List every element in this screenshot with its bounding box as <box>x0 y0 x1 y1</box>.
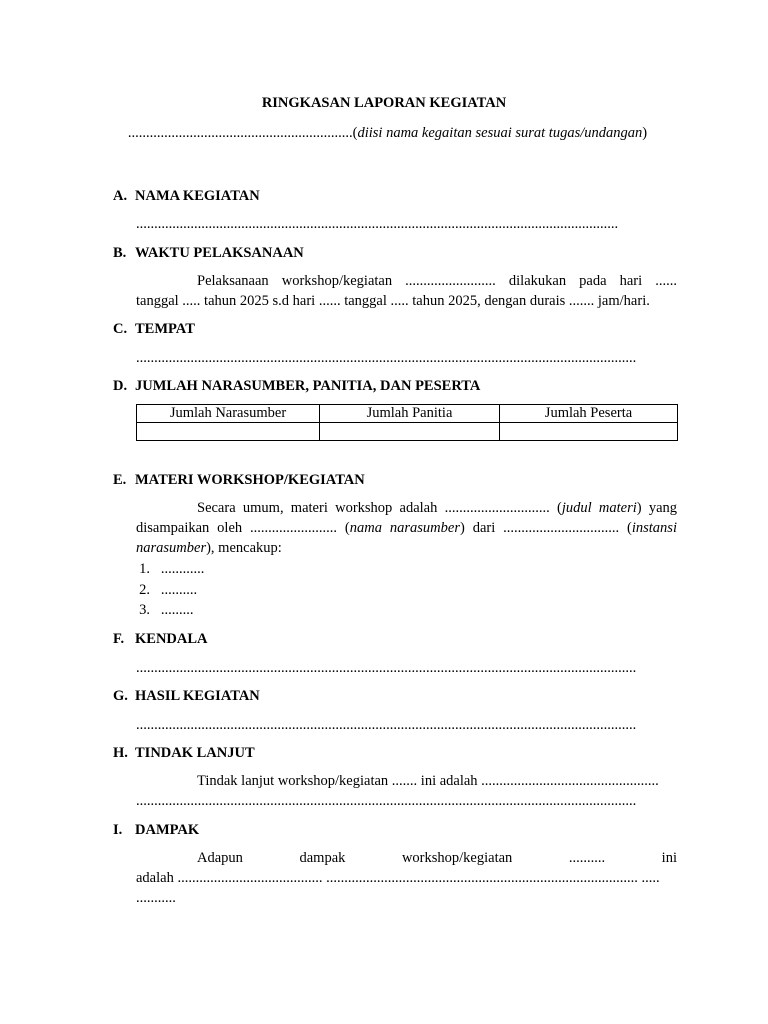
list-item <box>136 580 204 601</box>
section-i-line-3: ........... <box>136 890 176 906</box>
section-a-heading <box>113 186 260 206</box>
table-row <box>137 423 678 441</box>
cell-narasumber[interactable] <box>137 423 320 441</box>
section-e-paragraph <box>136 498 677 558</box>
section-b-line-2: tanggal ..... tahun 2025 s.d hari ...... tanggal ..... tahun 2025, dengan durais ....... jam/hari. <box>136 293 650 309</box>
section-b-paragraph <box>136 271 677 311</box>
list-item-text: ............ <box>160 561 205 577</box>
table-header-row <box>137 405 678 423</box>
section-h-paragraph <box>136 771 677 811</box>
section-i-word: Adapun <box>197 850 243 866</box>
section-i-letter: I. <box>113 822 123 838</box>
section-i-word: ini <box>661 850 677 866</box>
section-g-title: HASIL KEGIATAN <box>135 688 260 704</box>
subtitle-italic: diisi nama kegaitan sesuai surat tugas/undangan <box>357 125 643 141</box>
section-i-paragraph <box>136 848 677 908</box>
list-item-number: 3. <box>139 602 150 618</box>
section-h-title: TINDAK LANJUT <box>135 745 255 761</box>
section-a-fill-line: ..................................................................................................................................... <box>136 216 619 232</box>
section-i-line-2: adalah ........................................ ...................................................................................... ..... <box>136 870 660 886</box>
cell-panitia[interactable] <box>320 423 500 441</box>
section-d-title: JUMLAH NARASUMBER, PANITIA, DAN PESERTA <box>135 378 481 394</box>
section-f-fill-line: .......................................................................................................................................... <box>136 660 637 676</box>
section-e-title: MATERI WORKSHOP/KEGIATAN <box>135 472 365 488</box>
list-item-text: .......... <box>160 581 198 598</box>
section-i-line-1 <box>136 848 677 868</box>
section-g-letter: G. <box>113 688 128 704</box>
section-g-heading <box>113 686 260 706</box>
document-subtitle <box>115 123 660 143</box>
section-e-letter: E. <box>113 472 127 488</box>
section-g-fill-line: .......................................................................................................................................... <box>136 717 637 733</box>
section-i-heading <box>113 820 199 840</box>
section-b-heading <box>113 243 304 263</box>
subtitle-close: ) <box>642 125 648 141</box>
section-i-word: dampak <box>299 850 346 866</box>
section-e-italic-1: judul materi <box>561 500 637 516</box>
section-c-title: TEMPAT <box>135 321 195 337</box>
section-i-word: workshop/kegiatan <box>401 850 513 866</box>
section-h-letter: H. <box>113 745 128 761</box>
section-c-fill-line: .......................................................................................................................................... <box>136 350 637 366</box>
list-item <box>136 600 204 621</box>
section-e-text-1: Secara umum, materi workshop adalah ............................. ( <box>197 500 562 516</box>
section-e-italic-3: instansi narasumber <box>136 520 677 556</box>
section-c-letter: C. <box>113 321 128 337</box>
section-e-heading <box>113 470 365 490</box>
cell-peserta[interactable] <box>500 423 678 441</box>
section-b-line-1: Pelaksanaan workshop/kegiatan ......................... dilakukan pada hari ...... <box>197 273 677 289</box>
section-h-heading <box>113 743 255 763</box>
section-a-title: NAMA KEGIATAN <box>135 188 260 204</box>
section-c-heading <box>113 319 195 339</box>
header-panitia: Jumlah Panitia <box>320 405 500 423</box>
section-d-heading <box>113 376 480 396</box>
list-item-number: 2. <box>139 581 150 598</box>
subtitle-dots: ..............................................................( <box>127 125 358 141</box>
section-b-letter: B. <box>113 245 127 261</box>
list-item <box>136 559 204 580</box>
section-e-text-3: ) dari ................................ ( <box>459 520 632 536</box>
header-narasumber: Jumlah Narasumber <box>137 405 320 423</box>
section-b-title: WAKTU PELAKSANAAN <box>135 245 304 261</box>
section-a-letter: A. <box>113 188 128 204</box>
section-e-list <box>136 559 204 621</box>
section-h-line-1: Tindak lanjut workshop/kegiatan ....... ini adalah ................................................. <box>197 773 659 789</box>
list-item-number: 1. <box>139 561 150 577</box>
list-item-text: ......... <box>160 602 194 618</box>
header-peserta: Jumlah Peserta <box>500 405 678 423</box>
section-d-letter: D. <box>113 378 128 394</box>
section-e-italic-2: nama narasumber <box>349 520 460 536</box>
section-h-line-2: .......................................................................................................................................... <box>136 793 637 809</box>
participants-table <box>136 404 678 441</box>
section-e-text-4: ), mencakup: <box>206 540 282 556</box>
section-f-title: KENDALA <box>135 631 208 647</box>
section-i-word: .......... <box>568 850 606 866</box>
section-i-title: DAMPAK <box>135 822 200 838</box>
document-title: RINGKASAN LAPORAN KEGIATAN <box>261 95 507 111</box>
section-f-letter: F. <box>113 631 125 647</box>
section-f-heading <box>113 629 208 649</box>
section-e-text-2: ) yang disampaikan oleh ........................ ( <box>136 500 678 536</box>
